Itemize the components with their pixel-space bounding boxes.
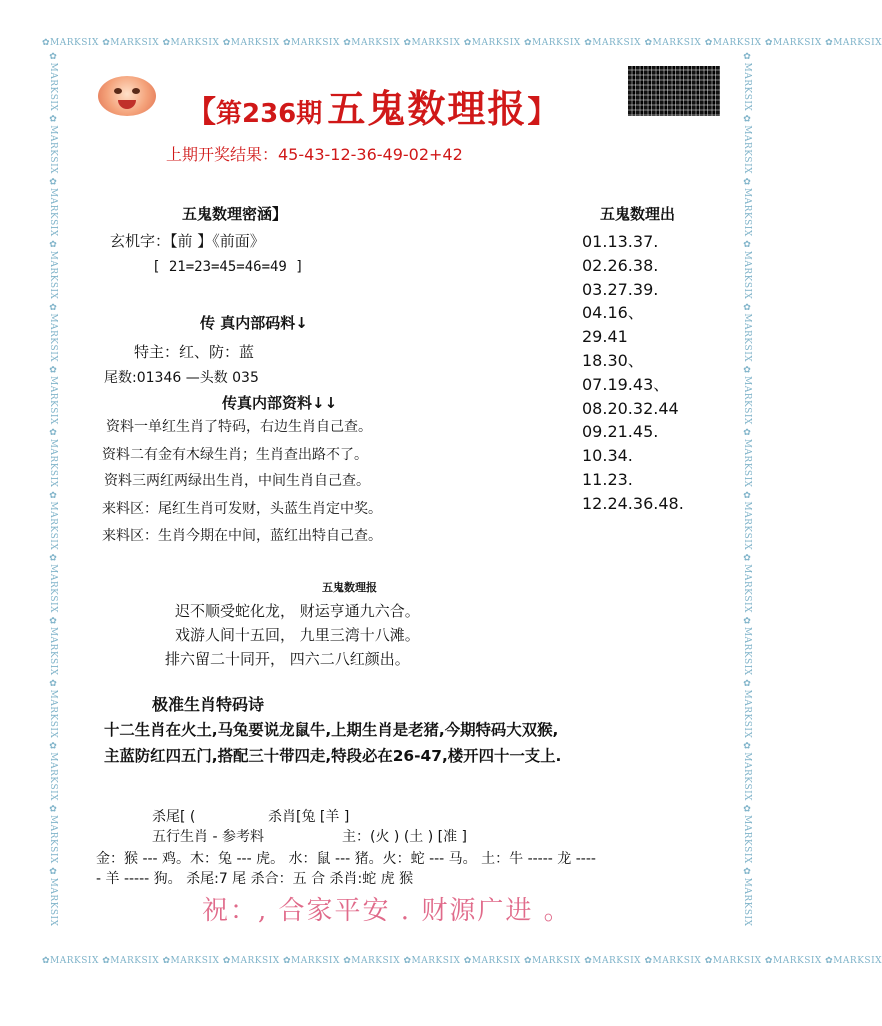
title-main: 五鬼数理报 [327, 86, 528, 131]
number-row: 01.13.37. [582, 232, 659, 251]
material-line: 资料二有金有木绿生肖；生肖查出路不了。 [102, 447, 368, 463]
section-title: 五鬼数理密涵】 [182, 205, 288, 223]
elements-line: 金：猴 --- 鸡。木：兔 --- 虎。 水：鼠 --- 猪。火：蛇 --- 马。 土：牛 ----- 龙 ---- [96, 851, 596, 867]
zhu-line: 主：(火 ) (土 ) [准 ] [342, 829, 468, 845]
number-row: 18.30、 [582, 350, 644, 370]
tail-numbers-line: 尾数:01346 —头数 035 [104, 370, 259, 386]
title-bracket-right: 】 [527, 95, 558, 130]
number-row: 04.16、 [582, 303, 644, 323]
kill-tail: 杀尾[ ( [152, 809, 196, 825]
border-left [44, 52, 58, 956]
number-row: 12.24.36.48. [582, 493, 684, 513]
zodiac-poem-title: 极准生肖特码诗 [152, 695, 265, 714]
border-bottom [42, 956, 882, 970]
number-row: 29.41 [582, 327, 628, 347]
tezhu-line: 特主：红、防：蓝 [134, 343, 255, 361]
blessing: 祝：, 合家平安 . 财源广进 。 [202, 896, 572, 926]
formula-line: [ 21=23=45=46=49 ] [152, 259, 304, 275]
fax-title-text: 传 真内部码料↓ [200, 314, 308, 332]
zodiac-poem-line: 主蓝防红四五门,搭配三十带四走,特段必在26-47,楼开四十一支上. [104, 747, 562, 765]
elements-line: - 羊 ----- 狗。 杀尾:7 尾 杀合：五 合 杀肖:蛇 虎 猴 [96, 871, 414, 887]
kill-zodiac: 杀肖[兔 [羊 ] [268, 809, 350, 825]
material-line: 资料三两红两绿出生肖，中间生肖自己查。 [104, 473, 370, 489]
border-pattern: ✿MARKSIX ✿MARKSIX ✿MARKSIX ✿MARKSIX ✿MARKSIX ✿MARKSIX ✿MARKSIX ✿MARKSIX ✿MARKSIX ✿MARKSIX ✿MARKSIX ✿MARKSIX ✿MARKSIX ✿MARKSIX [742, 52, 752, 927]
material-line: 来料区：生肖今期在中间，蓝红出特自己查。 [102, 528, 382, 544]
title-bracket-left: 【 [186, 95, 216, 130]
border-pattern: ✿MARKSIX ✿MARKSIX ✿MARKSIX ✿MARKSIX ✿MARKSIX ✿MARKSIX ✿MARKSIX ✿MARKSIX ✿MARKSIX ✿MARKSIX ✿MARKSIX ✿MARKSIX ✿MARKSIX ✿MARKSIX [42, 38, 882, 48]
number-row: 11.23. [582, 469, 633, 489]
last-result: 上期开奖结果：45-43-12-36-49-02+42 [166, 145, 463, 164]
mascot-mouth [118, 100, 136, 109]
number-row: 07.19.43、 [582, 374, 670, 394]
mascot-face-icon [98, 76, 156, 116]
number-list [582, 230, 684, 516]
qr-code-overlay [628, 66, 720, 116]
number-row: 03.27.39. [582, 279, 659, 299]
number-row: 08.20.32.44 [582, 398, 679, 418]
material-line: 资料一单红生肖了特码，右边生肖自己查。 [106, 419, 372, 435]
material-line: 来料区：尾红生肖可发财，头蓝生肖定中奖。 [102, 501, 382, 517]
number-row: 10.34. [582, 446, 633, 466]
border-pattern: ✿MARKSIX ✿MARKSIX ✿MARKSIX ✿MARKSIX ✿MARKSIX ✿MARKSIX ✿MARKSIX ✿MARKSIX ✿MARKSIX ✿MARKSIX ✿MARKSIX ✿MARKSIX ✿MARKSIX ✿MARKSIX [42, 956, 882, 966]
border-top [42, 38, 882, 52]
border-right [738, 52, 752, 956]
xuanji-line: 玄机字：【前 】《前面》 [110, 232, 265, 250]
number-row: 02.26.38. [582, 255, 659, 275]
border-pattern: ✿MARKSIX ✿MARKSIX ✿MARKSIX ✿MARKSIX ✿MARKSIX ✿MARKSIX ✿MARKSIX ✿MARKSIX ✿MARKSIX ✿MARKSIX ✿MARKSIX ✿MARKSIX ✿MARKSIX ✿MARKSIX [48, 52, 58, 927]
number-row: 09.21.45. [582, 422, 659, 442]
poem-line: 迟不顺受蛇化龙， 财运亨通九六合。 [175, 602, 420, 620]
issue-number: 第236期 [216, 99, 323, 129]
poem-line: 排六留二十同开， 四六二八红颜出。 [165, 650, 410, 668]
fax-title-2: 传真内部资料↓↓ [222, 394, 338, 412]
poem-line: 戏游人间十五回， 九里三湾十八滩。 [175, 626, 420, 644]
zodiac-poem-line: 十二生肖在火土,马兔要说龙鼠牛,上期生肖是老猪,今期特码大双猴, [104, 721, 559, 739]
page-title [186, 78, 557, 133]
fax-title [200, 312, 308, 333]
wuxing-label: 五行生肖 - 参考料 [152, 829, 264, 845]
right-title: 五鬼数理出 [600, 205, 676, 223]
poem-small-title: 五鬼数理报 [322, 581, 377, 594]
mascot-eye-left [114, 88, 122, 94]
mascot-eye-right [132, 88, 140, 94]
